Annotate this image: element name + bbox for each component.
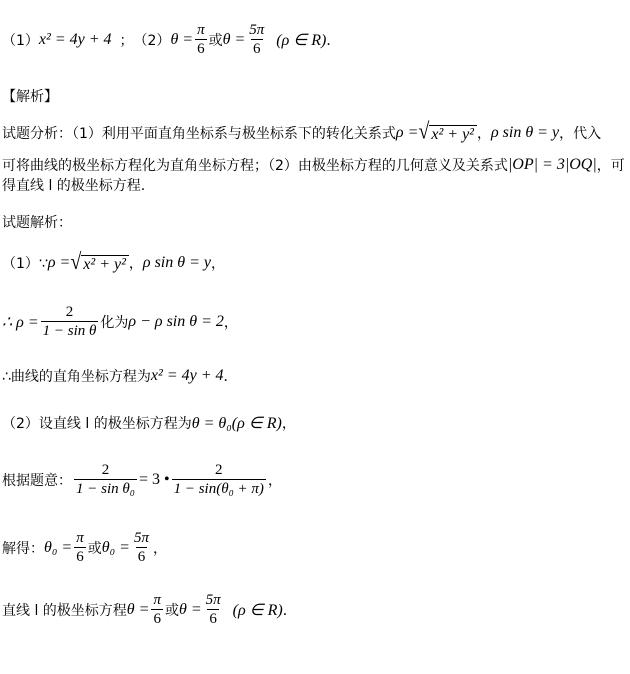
rho-eq: ρ = [395, 124, 419, 141]
step1-rhosin: ρ sin θ = y [142, 254, 211, 271]
analysis-text-2: 可将曲线的极坐标方程化为直角坐标方程；（2）由极坐标方程的几何意义及关系式 [2, 158, 508, 174]
step3-prefix: ∴曲线的直角坐标方程为 [2, 369, 151, 385]
step1-end: ， [211, 256, 225, 272]
step7-fraction-pi-6: $\frac{\pi}{6}$ [153, 592, 161, 627]
analysis-tail: ，代入 [559, 126, 602, 142]
step5-end: ， [267, 472, 282, 489]
step6-fraction-5pi-6: $\frac{5\pi}{6}$ [133, 530, 149, 565]
step2-mid: 化为 [100, 314, 129, 331]
solution-step-7 [2, 592, 297, 627]
step6-lhs: θ₀ = [44, 538, 73, 556]
jiexi-heading: 【解析】 [2, 89, 58, 105]
step7-or: 或 [164, 602, 179, 619]
step3-end: ． [223, 369, 238, 385]
part1-label: （1） [2, 32, 39, 49]
analysis-line-1 [2, 119, 602, 145]
step7-lhs-2: θ = [178, 600, 202, 618]
analysis-text-1: 试题分析：（1）利用平面直角坐标系与极坐标系下的转化关系式 [2, 126, 396, 142]
step2-eq: ρ − ρ sin θ = 2 [128, 312, 224, 330]
step6-lhs-2: θ₀ = [101, 538, 130, 556]
solution-step-6 [2, 530, 167, 565]
step1-comma: ， [128, 256, 143, 272]
solution-heading: 试题解析： [2, 215, 72, 231]
or-word: 或 [208, 32, 223, 49]
step6-fraction-pi-6: $\frac{\pi}{6}$ [76, 530, 84, 565]
answer-line [2, 22, 340, 57]
solution-step-5 [2, 462, 282, 497]
solution-step-4 [2, 413, 296, 433]
solution-step-2 [2, 304, 238, 339]
step2-end: ， [223, 314, 238, 331]
step7-end: ． [282, 602, 297, 619]
step7-lhs: θ = [126, 600, 150, 618]
answer-eq1: x² = 4y + 4 [38, 30, 112, 48]
analysis-line-3: 得直线 l 的极坐标方程. [2, 178, 146, 194]
step4-eq: θ = θ₀(ρ ∈ R) [191, 415, 282, 432]
comma: ， [476, 126, 491, 142]
analysis-text-2b: ，可 [596, 158, 625, 174]
step4-end: ， [281, 416, 296, 432]
step1-prefix: （1）∵ [2, 256, 48, 272]
analysis-line-2 [2, 155, 625, 175]
step3-eq: x² = 4y + 4 [150, 367, 224, 384]
rho-sin: ρ sin θ = y [490, 124, 560, 141]
step4-prefix: （2）设直线 l 的极坐标方程为 [2, 416, 192, 432]
period: ． [326, 32, 341, 49]
op-relation: |OP| = 3|OQ| [507, 156, 597, 173]
step5-fraction-1: $\frac{2}{\text{1 − sin θ₀}}$ [76, 462, 135, 497]
step2-fraction: $\frac{2}{\text{1 − sin θ}}$ [42, 304, 97, 339]
step6-prefix: 解得： [2, 540, 44, 557]
part2-label: （2） [133, 32, 171, 49]
step1-sqrt: √ x² + y² [70, 252, 129, 274]
step7-prefix: 直线 l 的极坐标方程 [2, 602, 127, 619]
step1-rho: ρ = [47, 254, 71, 271]
step7-fraction-5pi-6: $\frac{5\pi}{6}$ [205, 592, 221, 627]
fraction-pi-6: $\frac{\pi}{6}$ [197, 22, 205, 57]
solution-step-1 [2, 249, 225, 275]
fraction-5pi-6: $\frac{5\pi}{6}$ [249, 22, 265, 57]
domain: (ρ ∈ R) [276, 31, 327, 49]
semicolon: ； [119, 32, 134, 49]
theta-eq: θ = [170, 30, 194, 48]
step2-prefix: ∴ ρ = [2, 313, 39, 331]
step5-prefix: 根据题意： [2, 472, 72, 489]
sqrt-expression: √ x² + y² [418, 122, 477, 144]
step5-fraction-2: $\frac{2}{\text{1 − sin(θ₀ + π)}}$ [173, 462, 264, 497]
solution-step-3 [2, 366, 238, 386]
step6-or: 或 [87, 540, 102, 557]
theta-eq-2: θ = [222, 30, 246, 48]
step7-domain: (ρ ∈ R) [232, 601, 283, 619]
step6-end: ， [152, 540, 167, 557]
step5-mul: = 3 • [138, 470, 170, 488]
